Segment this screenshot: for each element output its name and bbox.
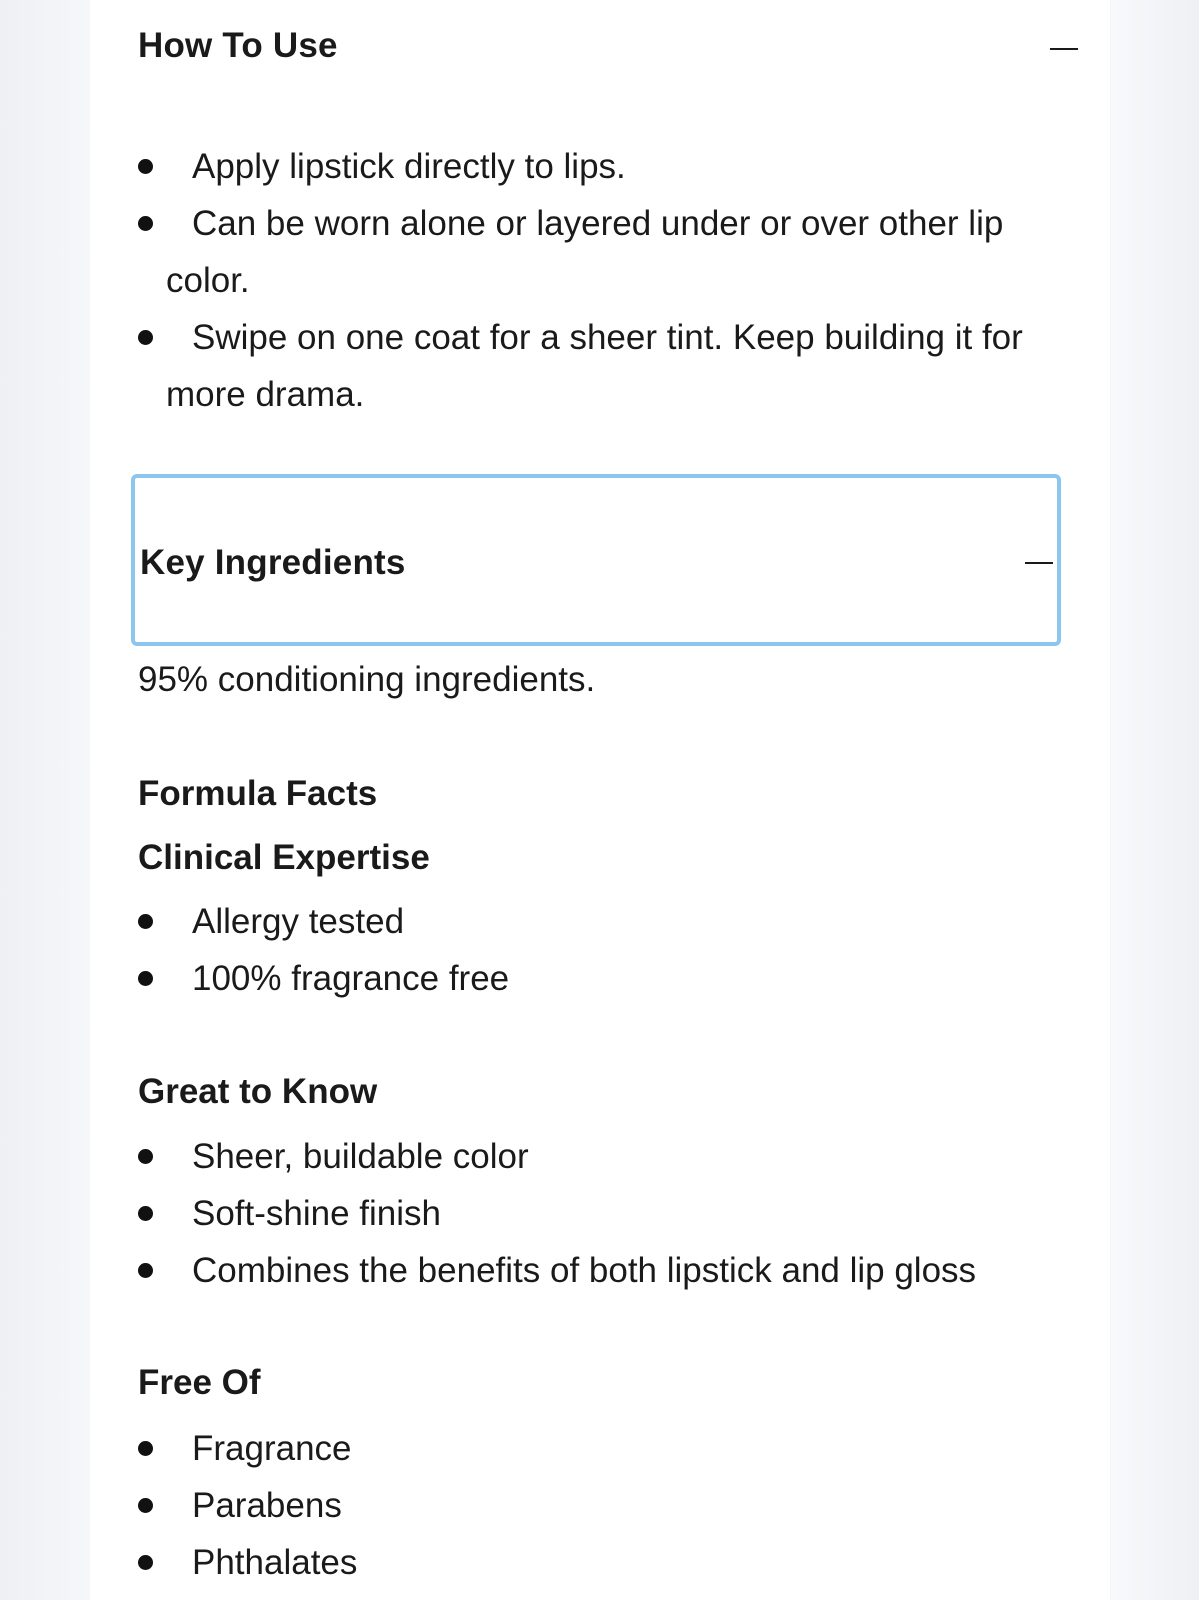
key-ingredients-title: Key Ingredients: [140, 543, 406, 582]
list-item: Swipe on one coat for a sheer tint. Keep building it for more drama.: [138, 309, 1078, 423]
list-item: Allergy tested: [138, 893, 1078, 950]
list-item: Can be worn alone or layered under or over other lip color.: [138, 195, 1078, 309]
page-margin-left: [0, 0, 90, 1600]
page-margin-right: [1111, 0, 1199, 1600]
how-to-use-list: [138, 138, 1078, 423]
list-item: Parabens: [138, 1477, 1078, 1534]
product-details-panel: [90, 0, 1110, 1600]
clinical-expertise-list: [138, 893, 1078, 1007]
how-to-use-header[interactable]: [138, 24, 1078, 68]
list-item: 100% fragrance free: [138, 950, 1078, 1007]
great-to-know-list: [138, 1128, 1078, 1299]
free-of-list: [138, 1420, 1078, 1591]
key-ingredients-description: 95% conditioning ingredients.: [138, 660, 596, 699]
formula-facts-heading: Formula Facts: [138, 774, 378, 813]
minus-icon[interactable]: [1025, 562, 1053, 564]
free-of-heading: Free Of: [138, 1363, 261, 1402]
list-item: Fragrance: [138, 1420, 1078, 1477]
minus-icon[interactable]: [1050, 48, 1078, 50]
list-item: Apply lipstick directly to lips.: [138, 138, 1078, 195]
list-item: Combines the benefits of both lipstick and lip gloss: [138, 1242, 1078, 1299]
great-to-know-heading: Great to Know: [138, 1072, 378, 1111]
list-item: Sheer, buildable color: [138, 1128, 1078, 1185]
how-to-use-title: How To Use: [138, 26, 338, 65]
key-ingredients-header[interactable]: [131, 474, 1061, 646]
list-item: Phthalates: [138, 1534, 1078, 1591]
clinical-expertise-heading: Clinical Expertise: [138, 838, 430, 877]
list-item: Soft-shine finish: [138, 1185, 1078, 1242]
